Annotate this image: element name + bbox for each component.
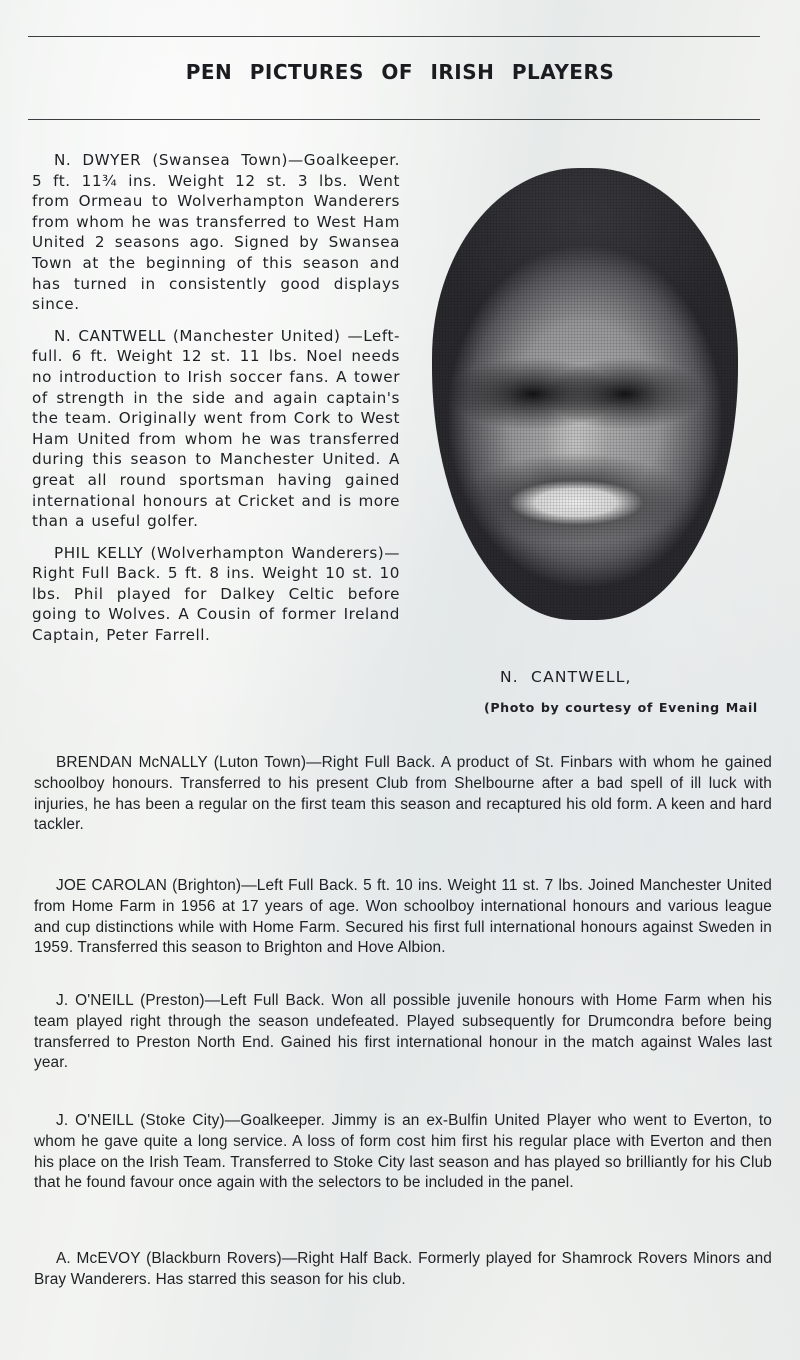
photo-caption-name: N. CANTWELL, (500, 668, 632, 686)
bio-oneill-preston-block (34, 991, 772, 1085)
page-title: PEN PICTURES OF IRISH PLAYERS (185, 60, 615, 84)
player-bio-cantwell: N. CANTWELL (Manchester United) —Left-full. 6 ft. Weight 12 st. 11 lbs. Noel needs no introduction to Irish soccer fans. A tower of strength in the side and again captain's the team. Originally went from Cork to West Ham United from whom he was transferred during this season to Manchester United. A great all round sportsman having gained international honours at Cricket and is more than a useful golfer. (32, 326, 400, 531)
bio-mcnally-block (34, 753, 772, 847)
player-bio-carolan: JOE CAROLAN (Brighton)—Left Full Back. 5 ft. 10 ins. Weight 11 st. 7 lbs. Joined Manchester United from Home Farm in 1956 at 17 years of age. Won schoolboy international honours and various league and cup distinctions while with Home Farm. Secured his first full international honours against Sweden in 1959. Transferred this season to Brighton and Hove Albion. (34, 877, 772, 957)
bottom-rule (28, 119, 760, 120)
player-bio-mcevoy: A. McEVOY (Blackburn Rovers)—Right Half Back. Formerly played for Shamrock Rovers Minors and Bray Wanderers. Has starred this season for his club. (34, 1250, 772, 1288)
left-column (32, 150, 400, 657)
bio-oneill-stoke-block (34, 1111, 772, 1205)
player-bio-mcnally: BRENDAN McNALLY (Luton Town)—Right Full Back. A product of St. Finbars with whom he gained schoolboy honours. Transferred to his present Club from Shelbourne after a bad spell of ill luck with injuries, he has been a regular on the first team this season and recaptured his old form. A keen and hard tackler. (34, 754, 772, 834)
player-bio-dwyer: N. DWYER (Swansea Town)—Goalkeeper. 5 ft. 11¾ ins. Weight 12 st. 3 lbs. Went from Ormeau to Wolverhampton Wanderers from whom he was transferred to West Ham United 2 seasons ago. Signed by Swansea Town at the beginning of this season and has turned in consistently good displays since. (32, 151, 400, 314)
photo-credit: (Photo by courtesy of Evening Mail (484, 700, 758, 715)
player-photo (432, 168, 738, 620)
bio-carolan-block (34, 876, 772, 970)
player-bio-oneill-preston: J. O'NEILL (Preston)—Left Full Back. Won all possible juvenile honours with Home Farm when his team played right through the season undefeated. Played subsequently for Drumcondra before being transferred to Preston North End. Gained his first international honour in the match against Wales last year. (34, 992, 772, 1072)
player-portrait-icon (432, 168, 738, 620)
player-bio-oneill-stoke: J. O'NEILL (Stoke City)—Goalkeeper. Jimmy is an ex-Bulfin United Player who went to Everton, to whom he gave quite a long service. A loss of form cost him first his regular place with Everton and then his place on the Irish Team. Transferred to Stoke City last season and has played so brilliantly for his Club that he found favour once again with the selectors to be included in the panel. (34, 1112, 772, 1192)
player-bio-kelly: PHIL KELLY (Wolverhampton Wanderers)—Right Full Back. 5 ft. 8 ins. Weight 10 st. 10 lbs. Phil played for Dalkey Celtic before going to Wolves. A Cousin of former Ireland Captain, Peter Farrell. (32, 543, 400, 645)
bio-mcevoy-block (34, 1249, 772, 1302)
top-rule (28, 36, 760, 37)
